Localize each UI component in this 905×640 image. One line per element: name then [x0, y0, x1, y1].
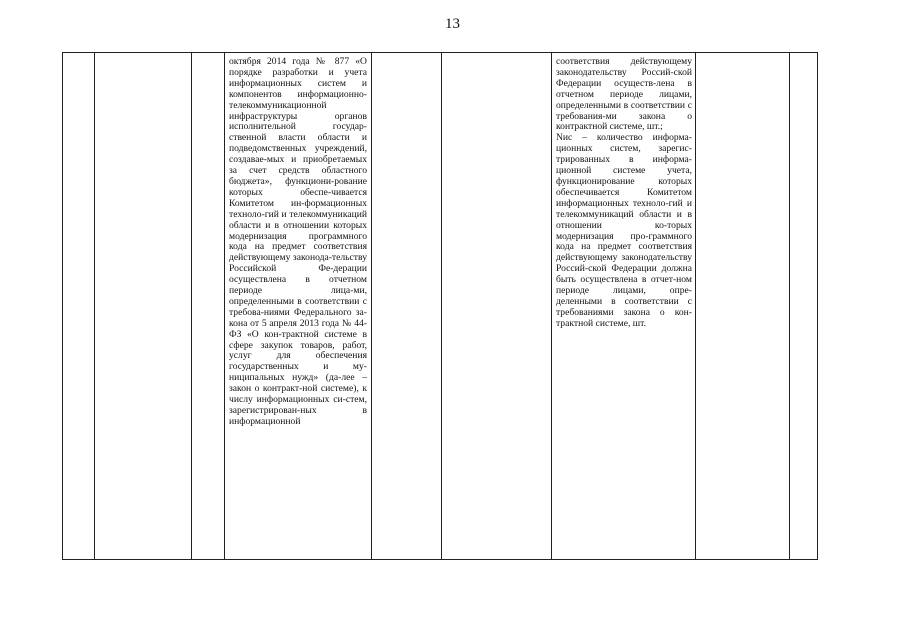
- column-divider-3: [224, 53, 225, 559]
- column-divider-5: [441, 53, 442, 559]
- column-divider-1: [94, 53, 95, 559]
- column-divider-8: [789, 53, 790, 559]
- indicator-description-cell: [229, 57, 367, 428]
- indicator-description-text: октября 2014 года № 877 «О порядке разработки и учета информационных систем и компонентов информационно-телекоммуникационной инфраструктуры органов исполнительной государ-ственной власти области и подведомственных учреждений, создавае-мых и приобретаемых за счет средств областного бюджета», функциони-рование которых обеспе-чивается Комитетом ин-формационных техноло-гий и телекоммуникаций области и в отношении которых модернизация программного кода на предмет соответствия действующему законода-тельству Российской Фе-дерации осуществлена в отчетном периоде лица-ми, определенными в соответствии с требова-ниями Федерального за-кона от 5 апреля 2013 года № 44-ФЗ «О кон-трактной системе в сфере закупок товаров, работ, услуг для обеспечения государственных и му-ниципальных нужд» (да-лее – закон о контракт-ной системе), к числу информационных си-стем, зарегистрирован-ных в информационной: [229, 56, 367, 427]
- calculation-method-paragraph-2: Nис – количество информа-ционных систем, зарегис-трированных в информа-ционной системе учета, функционирование которых обеспечивается Комитетом информационных техноло-гий и телекоммуникаций области и в отношении ко-торых модернизация про-граммного кода на предмет соответствия действующему законодательству Россий-ской Федерации должна быть осуществлена в отчет-ном периоде лицами, опре-деленными в соответствии с требованиями закона о кон-трактной системе, шт.: [556, 132, 692, 329]
- calculation-method-cell: [556, 57, 692, 330]
- table-fragment: [62, 52, 818, 560]
- column-divider-7: [695, 53, 696, 559]
- calculation-method-paragraph-1: соответствия действующему законодательству Россий-ской Федерации осуществ-лена в отчетном периоде лицами, определенными в соответствии с требования-ми закона о контрактной системе, шт.;: [556, 56, 692, 133]
- column-divider-2: [191, 53, 192, 559]
- column-divider-6: [551, 53, 552, 559]
- page-number: 13: [445, 16, 460, 32]
- column-divider-4: [371, 53, 372, 559]
